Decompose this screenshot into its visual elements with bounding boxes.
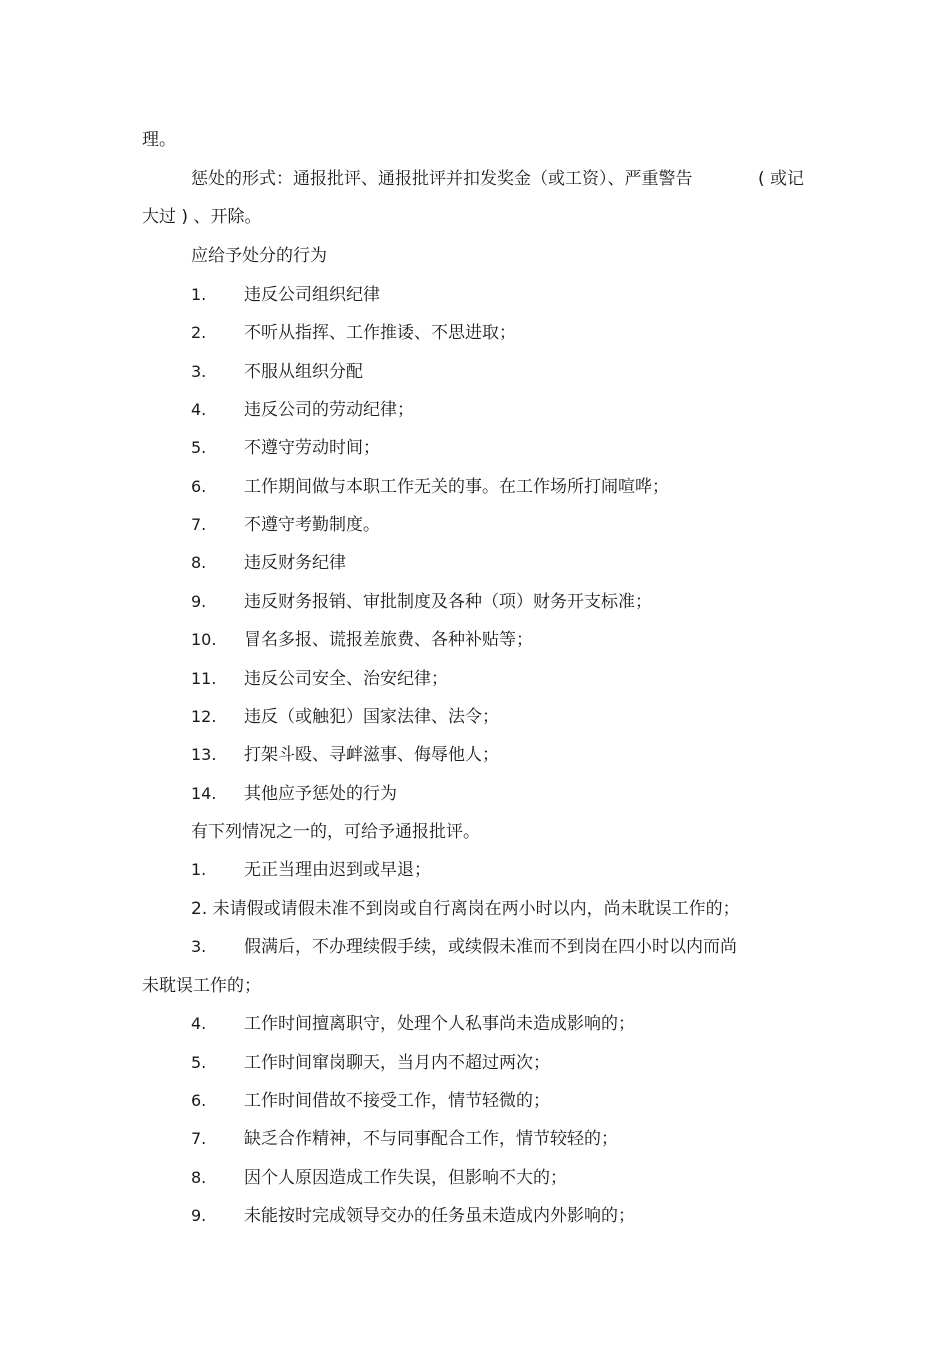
list-item-text: 不遵守考勤制度。 xyxy=(244,515,380,535)
list-item-number: 3. xyxy=(191,362,207,381)
list-item-text: 无正当理由迟到或早退； xyxy=(244,860,431,880)
punishment-forms-line2: 大过 ) 、开除。 xyxy=(142,207,262,227)
list-item-text: 冒名多报、谎报差旅费、各种补贴等； xyxy=(244,630,533,650)
list-item-number: 1. xyxy=(191,285,207,304)
list-item-text-continuation: 未耽误工作的； xyxy=(142,976,261,996)
list-item-number: 11. xyxy=(191,669,217,688)
section-heading-public-criticism: 有下列情况之一的，可给予通报批评。 xyxy=(191,822,480,842)
list-item-text: 工作时间借故不接受工作，情节轻微的； xyxy=(244,1091,550,1111)
list-item-text: 不听从指挥、工作推诿、不思进取； xyxy=(244,323,516,343)
list-item-number: 2. xyxy=(191,323,207,342)
list-item-number: 14. xyxy=(191,784,217,803)
list-item-text: 2. 未请假或请假未准不到岗或自行离岗在两小时以内，尚未耽误工作的； xyxy=(191,899,740,919)
list-item-text: 因个人原因造成工作失误，但影响不大的； xyxy=(244,1168,567,1188)
list-item-number: 10. xyxy=(191,630,217,649)
list-item-number: 7. xyxy=(191,1129,207,1148)
list-item-number: 5. xyxy=(191,438,207,457)
list-item-text: 工作时间擅离职守，处理个人私事尚未造成影响的； xyxy=(244,1014,635,1034)
list-item-number: 4. xyxy=(191,1014,207,1033)
list-item-text: 工作期间做与本职工作无关的事。在工作场所打闹喧哗； xyxy=(244,477,669,497)
list-item-number: 8. xyxy=(191,553,207,572)
list-item-number: 7. xyxy=(191,515,207,534)
section-heading-disciplinary-acts: 应给予处分的行为 xyxy=(191,246,327,266)
list-item-text: 违反公司的劳动纪律； xyxy=(244,400,414,420)
list-item-text: 假满后，不办理续假手续，或续假未准而不到岗在四小时以内而尚 xyxy=(244,937,737,957)
list-item-number: 6. xyxy=(191,1091,207,1110)
list-item-number: 1. xyxy=(191,860,207,879)
list-item-text: 违反财务纪律 xyxy=(244,553,346,573)
intro-tail: 理。 xyxy=(142,130,176,150)
list-item-text: 工作时间窜岗聊天，当月内不超过两次； xyxy=(244,1053,550,1073)
list-item-number: 5. xyxy=(191,1053,207,1072)
list-item-text: 缺乏合作精神，不与同事配合工作，情节较轻的； xyxy=(244,1129,618,1149)
list-item-text: 违反公司安全、治安纪律； xyxy=(244,669,448,689)
list-item-text: 违反（或触犯）国家法律、法令； xyxy=(244,707,499,727)
list-item-number: 9. xyxy=(191,1206,207,1225)
list-item-number: 6. xyxy=(191,477,207,496)
punishment-forms-line1: 惩处的形式：通报批评、通报批评并扣发奖金（或工资）、严重警告 xyxy=(191,169,693,189)
list-item-number: 3. xyxy=(191,937,207,956)
list-item-text: 违反财务报销、审批制度及各种（项）财务开支标准； xyxy=(244,592,652,612)
list-item-number: 4. xyxy=(191,400,207,419)
list-item-text: 其他应予惩处的行为 xyxy=(244,784,397,804)
list-item-text: 不遵守劳动时间； xyxy=(244,438,380,458)
list-item-text: 不服从组织分配 xyxy=(244,362,363,382)
list-item-number: 12. xyxy=(191,707,217,726)
punishment-forms-line1-tail: ( 或记 xyxy=(758,169,805,189)
list-item-text: 未能按时完成领导交办的任务虽未造成内外影响的； xyxy=(244,1206,635,1226)
list-item-number: 9. xyxy=(191,592,207,611)
list-item-number: 13. xyxy=(191,745,217,764)
list-item-number: 8. xyxy=(191,1168,207,1187)
list-item-text: 打架斗殴、寻衅滋事、侮辱他人； xyxy=(244,745,499,765)
list-item-text: 违反公司组织纪律 xyxy=(244,285,380,305)
